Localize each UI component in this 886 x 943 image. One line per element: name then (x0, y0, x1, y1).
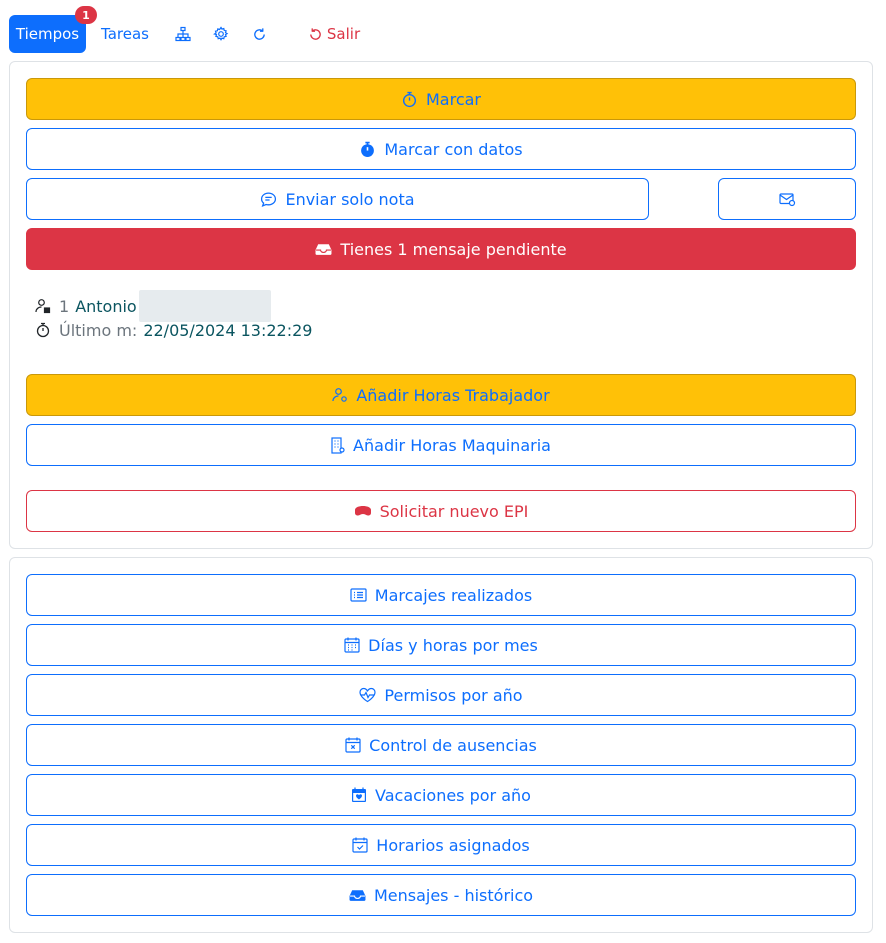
envelope-at-icon (779, 192, 796, 207)
enviar-nota-button[interactable] (26, 178, 649, 220)
stopwatch-icon (35, 322, 51, 338)
stopwatch-fill-icon (359, 141, 376, 158)
sitemap-button[interactable] (164, 15, 202, 53)
dias-horas-mes-button[interactable] (26, 624, 856, 666)
control-ausencias-button[interactable] (26, 724, 856, 766)
calendar-heart-icon (351, 787, 367, 803)
horas-maquinaria-label: Añadir Horas Maquinaria (353, 435, 551, 455)
horas-maquinaria-button[interactable] (26, 424, 856, 466)
logout-label: Salir (326, 25, 361, 43)
building-gear-icon (331, 437, 345, 454)
mensaje-pendiente-label: Tienes 1 mensaje pendiente (340, 239, 567, 259)
solicitar-epi-label: Solicitar nuevo EPI (379, 501, 529, 521)
vacaciones-ano-label: Vacaciones por año (375, 785, 531, 805)
heart-pulse-icon (359, 687, 376, 703)
calendar-x-icon (345, 737, 361, 753)
last-mark-row (35, 320, 312, 340)
mensaje-pendiente-button[interactable] (26, 228, 856, 270)
sitemap-icon (175, 26, 191, 42)
calendar-grid-icon (344, 637, 360, 653)
stopwatch-icon (401, 91, 418, 108)
top-nav (9, 8, 370, 53)
person-gear-icon (332, 387, 348, 403)
last-mark-label: Último m: (59, 320, 138, 340)
last-mark-value: 22/05/2024 13:22:29 (143, 320, 313, 340)
tab-tareas-label: Tareas (101, 25, 149, 43)
inbox-icon (315, 243, 332, 256)
inbox-icon (349, 889, 366, 902)
email-button[interactable] (718, 178, 856, 220)
control-ausencias-label: Control de ausencias (369, 735, 537, 755)
mensajes-historico-button[interactable] (26, 874, 856, 916)
marcajes-realizados-label: Marcajes realizados (374, 585, 533, 605)
history-menu-card (9, 557, 873, 933)
tab-tiempos-label: Tiempos (15, 25, 80, 43)
permisos-ano-button[interactable] (26, 674, 856, 716)
logout-icon (308, 27, 323, 42)
refresh-icon (252, 27, 267, 42)
tab-tiempos[interactable] (9, 8, 90, 53)
solicitar-epi-button[interactable] (26, 490, 856, 532)
permisos-ano-label: Permisos por año (384, 685, 523, 705)
marcajes-realizados-button[interactable] (26, 574, 856, 616)
chat-dots-icon (260, 191, 277, 208)
calendar-check-icon (352, 837, 368, 853)
marcar-button[interactable] (26, 78, 856, 120)
user-info-row (35, 290, 271, 322)
list-card-icon (350, 588, 367, 602)
refresh-button[interactable] (240, 15, 278, 53)
settings-button[interactable] (202, 15, 240, 53)
logout-button[interactable] (298, 15, 370, 53)
enviar-nota-label: Enviar solo nota (285, 189, 415, 209)
notification-badge: 1 (75, 6, 97, 24)
user-name: Antonio (75, 296, 137, 316)
marcar-label: Marcar (425, 89, 481, 109)
tab-tareas[interactable] (86, 15, 164, 53)
marcar-con-datos-button[interactable] (26, 128, 856, 170)
horas-trabajador-button[interactable] (26, 374, 856, 416)
horarios-asignados-button[interactable] (26, 824, 856, 866)
person-lock-icon (35, 298, 51, 314)
marcar-con-datos-label: Marcar con datos (384, 139, 523, 159)
redacted-surname (139, 290, 271, 322)
mensajes-historico-label: Mensajes - histórico (373, 885, 534, 905)
dias-horas-mes-label: Días y horas por mes (368, 635, 538, 655)
gear-icon (213, 26, 229, 42)
user-id: 1 (59, 296, 70, 316)
time-actions-card (9, 61, 873, 549)
vacaciones-ano-button[interactable] (26, 774, 856, 816)
horarios-asignados-label: Horarios asignados (376, 835, 530, 855)
safety-goggles-icon (354, 505, 372, 517)
horas-trabajador-label: Añadir Horas Trabajador (356, 385, 550, 405)
